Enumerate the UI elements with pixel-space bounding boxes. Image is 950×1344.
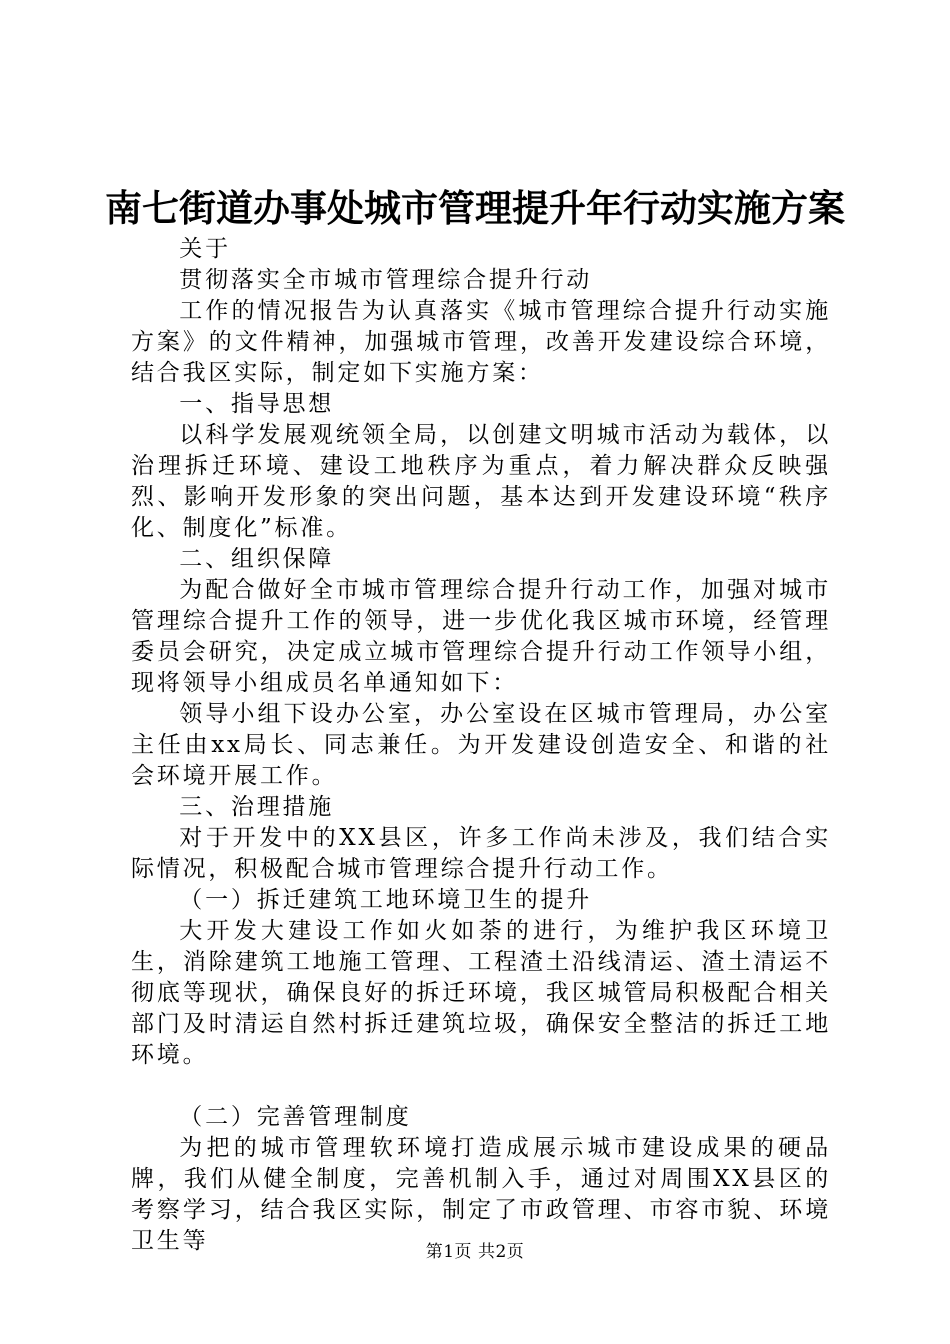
document-body xyxy=(131,234,831,1257)
paragraph-subject: 贯彻落实全市城市管理综合提升行动 xyxy=(179,267,593,293)
paragraph-office: 领导小组下设办公室，办公室设在区城市管理局，办公室主任由xx局长、同志兼任。为开发建设创造安全、和谐的社会环境开展工作。 xyxy=(131,701,831,789)
section-heading-measures: 三、治理措施 xyxy=(179,794,335,820)
section-heading-organization: 二、组织保障 xyxy=(179,546,335,572)
paragraph-subsection-1: 大开发大建设工作如火如荼的进行，为维护我区环境卫生，消除建筑工地施工管理、工程渣土沿线清运、渣土清运不彻底等现状，确保良好的拆迁环境，我区城管局积极配合相关部门及时清运自然村拆迁建筑垃圾，确保安全整洁的拆迁工地环境。 xyxy=(131,918,831,1068)
paragraph-measures: 对于开发中的XX县区，许多工作尚未涉及，我们结合实际情况，积极配合城市管理综合提升行动工作。 xyxy=(131,825,831,882)
paragraph-subsection-2: 为把的城市管理软环境打造成展示城市建设成果的硬品牌，我们从健全制度，完善机制入手，通过对周围XX县区的考察学习，结合我区实际，制定了市政管理、市容市貌、环境卫生等 xyxy=(131,1135,831,1254)
document-title: 南七街道办事处城市管理提升年行动实施方案 xyxy=(105,186,845,230)
paragraph-about: 关于 xyxy=(179,236,231,262)
subsection-heading-1: （一）拆迁建筑工地环境卫生的提升 xyxy=(179,887,593,913)
paragraph-intro: 工作的情况报告为认真落实《城市管理综合提升行动实施方案》的文件精神，加强城市管理，改善开发建设综合环境，结合我区实际，制定如下实施方案： xyxy=(131,298,831,386)
paragraph-guiding-thought: 以科学发展观统领全局，以创建文明城市活动为载体，以治理拆迁环境、建设工地秩序为重点，着力解决群众反映强烈、影响开发形象的突出问题，基本达到开发建设环境“秩序化、制度化”标准。 xyxy=(131,422,831,541)
section-heading-guiding-thought: 一、指导思想 xyxy=(179,391,335,417)
subsection-heading-2: （二）完善管理制度 xyxy=(179,1104,412,1130)
paragraph-organization: 为配合做好全市城市管理综合提升行动工作，加强对城市管理综合提升工作的领导，进一步优化我区城市环境，经管理委员会研究，决定成立城市管理综合提升行动工作领导小组，现将领导小组成员名单通知如下： xyxy=(131,577,831,696)
page-number-footer: 第1页 共2页 xyxy=(425,1242,525,1262)
